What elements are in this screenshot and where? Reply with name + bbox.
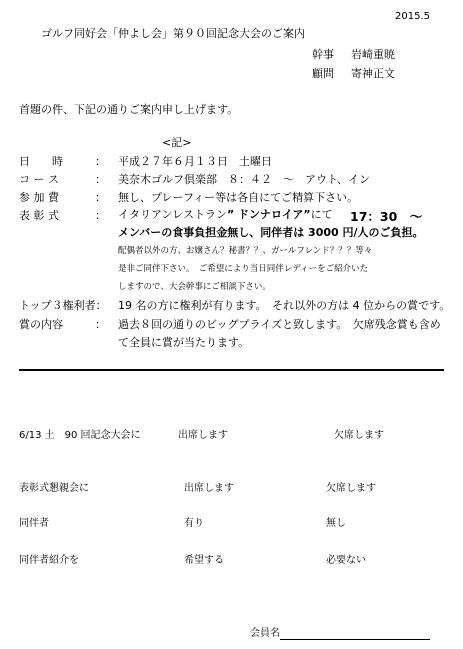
label-course: コ ー ス [19, 173, 59, 186]
sep: ： [95, 173, 106, 186]
companion-note-2: 是非ご同伴下さい。 ご希望により当日同伴レディーをご紹介いた [118, 264, 369, 274]
companion-note-1: 配偶者以外の方、お嬢さん？秘書？？、ガールフレンド？？？等々 [118, 246, 373, 256]
greeting-text: 首題の件、下記の通りご案内申し上げます。 [19, 103, 239, 116]
form-row-label: 同伴者 [19, 518, 49, 529]
label-top3 [19, 299, 107, 313]
label-ceremony: 表 彰 式 [19, 209, 59, 222]
sep: ： [95, 155, 106, 168]
companion-note-3: しますので、大会幹事にご相談下さい。 [118, 282, 271, 292]
ceremony-time: 17：30 ～ [350, 209, 423, 224]
ceremony-venue: ” ドンナロイア” [226, 208, 311, 221]
form-row-label: 6/13 土 90 回記念大会に [19, 430, 141, 441]
organizer-name: 岩崎重暁 [351, 48, 395, 61]
label-fee: 参 加 費 [19, 191, 59, 204]
ceremony-cost-note: メンバーの食事負担金無し、同伴者は 3000 円/人のご負担。 [118, 226, 424, 239]
label-prize: 賞の内容 [19, 318, 63, 331]
section-divider [19, 369, 444, 371]
value-date: 平成２７年６月１３日 土曜日 [118, 155, 272, 168]
value-ceremony-line1 [118, 208, 333, 222]
role-label: 幹事 [312, 48, 334, 61]
organizer-line-2 [312, 67, 395, 81]
value-fee: 無し、プレーフィー等は各自にてご精算下さい。 [118, 191, 359, 204]
form-option-attend[interactable]: 出席します [178, 430, 228, 441]
form-option-attend[interactable]: 出席します [184, 483, 234, 494]
form-option-not-needed[interactable]: 必要ない [326, 555, 366, 566]
member-name-field [250, 627, 430, 640]
form-option-want[interactable]: 希望する [184, 555, 224, 566]
form-option-no[interactable]: 無し [326, 518, 346, 529]
form-option-absent[interactable]: 欠席します [334, 430, 384, 441]
sep: ： [95, 191, 106, 204]
sep: ： [95, 299, 107, 312]
form-row-label: 表彰式懇親会に [19, 483, 89, 494]
form-option-yes[interactable]: 有り [184, 518, 204, 529]
sep: ： [95, 209, 106, 222]
ceremony-prefix: イタリアンレストラン [118, 208, 227, 221]
organizer-name: 寄神正文 [351, 67, 395, 80]
ceremony-suffix: にて [310, 208, 333, 221]
value-prize-line1: 過去８回の通りのビッグプライズと致します。 欠席残念賞も含め [118, 318, 441, 331]
sep: ： [95, 318, 106, 331]
form-row-label: 同伴者紹介を [19, 555, 79, 566]
top3-label: トップ３権利者 [19, 299, 96, 312]
member-name-label: 会員名 [250, 628, 280, 639]
value-course: 美奈木ゴルフ倶楽部 ８：４２ ～ アウト、イン [118, 173, 371, 186]
organizer-line-1 [312, 48, 395, 62]
form-option-absent[interactable]: 欠席します [326, 483, 376, 494]
role-label: 顧問 [312, 67, 334, 80]
label-date: 日 時 [19, 155, 63, 168]
ki-heading: <記> [162, 136, 192, 149]
document-title: ゴルフ同好会「仲よし会」第９０回記念大会のご案内 [41, 27, 305, 40]
value-prize-line2: て全員に賞が当たります。 [118, 336, 250, 349]
document-date: 2015.5 [395, 11, 430, 22]
member-name-blank[interactable] [280, 627, 430, 640]
value-top3: 19 名の方に権利が有ります。 それ以外の方は 4 位からの賞です。 [118, 299, 451, 312]
